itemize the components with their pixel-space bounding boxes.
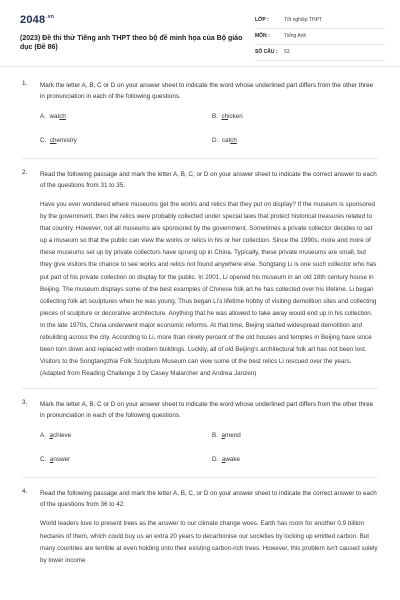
reading-passage: Have you ever wondered where museums get the works and relics that they put on display? If the museum is sponsored by the government, then the relics were probably collected under special laws that protect historical treasures related to that country. However, not all museums are sponsored by the government. Sometimes a private collector decides to set up a museum so that the public can view the works or relics in his or her collection. Since the 1990s, more and more of these museums set up by private collectors have sprung up in China. Typically, these private museums are small, but they give visitors the chance to see works and relics not found anywhere else. Songtang Li is one such collector who has put part of his private collection on display for the public. In 2001, Li opened his museum in an old 18th century house in Beijing. The museum displays some of the best examples of Chinese folk art he has collected over his lifetime. Li began collecting folk art sculptures when he was young. Thus began Li's lifetime hobby of visiting demolition sites and collecting pieces of sculpture or decorative architecture. Anything that he was allowed to take away would end up in his collection. In the late 1970s, China underwent major economic reforms. At that time, Beijing started widespread demolition and rebuilding across the city. According to Li, more than ninety percent of the old houses and temples in Beijing have since been torn down and replaced with modern buildings. Luckily, all of old Beijing's architectural folk art has not been lost. Visitors to the Songtangzhai Folk Sculpture Museum can view some of the best relics Li rescued over the years. (Adapted from Reading Challenge 3 by Casey Malarcher and Andrea Janzen) — [40, 201, 377, 378]
document-title: (2023) Đề thi thử Tiếng anh THPT theo bộ đề minh họa của Bộ giáo dục (Đề 86) — [20, 35, 243, 51]
underlined-part: ch — [230, 137, 237, 144]
option-letter: A. — [40, 113, 46, 120]
logo-suffix: .vn — [46, 14, 55, 20]
option-text: wat — [49, 113, 60, 120]
question-2 — [0, 169, 400, 380]
option-a[interactable] — [40, 113, 66, 120]
option-text: emistry — [56, 137, 77, 144]
option-a[interactable] — [40, 432, 71, 439]
option-letter: A. — [40, 432, 46, 440]
question-number: 3. — [22, 399, 28, 407]
option-text: nswer — [53, 456, 71, 464]
option-letter: B. — [212, 432, 218, 440]
answer-options — [40, 426, 378, 464]
question-stem: Mark the letter A, B, C or D on your answer sheet to indicate the word whose underlined part differs from the other three in pronunciation in each of the following questions. — [40, 401, 374, 420]
header-divider — [0, 66, 400, 67]
underlined-part: a — [221, 456, 226, 464]
underlined-part: a — [221, 432, 225, 440]
question-1 — [0, 80, 400, 144]
question-number: 4. — [22, 488, 28, 496]
option-c[interactable] — [40, 456, 70, 463]
question-divider — [22, 388, 378, 389]
option-text: cat — [221, 137, 231, 144]
underlined-part: ch — [59, 113, 66, 120]
question-number: 2. — [22, 169, 28, 176]
option-letter: D. — [212, 456, 219, 464]
meta-value: Tiếng Anh — [284, 33, 307, 39]
question-3 — [0, 399, 400, 464]
site-logo[interactable] — [20, 14, 54, 26]
option-b[interactable] — [212, 432, 241, 439]
meta-value: 53 — [284, 49, 290, 55]
option-letter: C. — [40, 456, 47, 464]
logo-text: 2048 — [20, 14, 46, 26]
option-text: wake — [225, 456, 241, 464]
meta-value: Tốt nghiệp THPT — [284, 17, 322, 23]
meta-row-subject — [255, 31, 385, 45]
underlined-part: a — [49, 432, 53, 440]
meta-row-class — [255, 15, 385, 29]
meta-key: MÔN : — [255, 33, 270, 39]
question-4 — [0, 488, 400, 566]
document-meta — [255, 15, 385, 63]
answer-options — [40, 107, 378, 144]
option-letter: D. — [212, 137, 219, 144]
option-letter: B. — [212, 113, 218, 120]
option-d[interactable] — [212, 137, 237, 144]
underlined-part: a — [49, 456, 54, 464]
option-letter: C. — [40, 137, 47, 144]
option-text: mend — [224, 432, 241, 440]
reading-passage: World leaders love to present trees as the answer to our climate change woes. Earth has room for another 0.9 billion hectares of them, which could buy us an extra 20 years to decarbonise our societies by locking up emitted carbon. But many countries are terrible at even holding onto their existing carbon-rich trees. However, this problem isn't caused solely by lower income — [40, 520, 378, 564]
meta-key: LỚP : — [255, 17, 269, 23]
option-text: chieve — [52, 432, 72, 440]
underlined-part: ch — [49, 137, 57, 144]
option-b[interactable] — [212, 113, 243, 120]
question-stem: Read the following passage and mark the letter A, B, C, or D on your answer sheet to indicate the correct answer to each of the questions from 31 to 35. — [40, 171, 377, 189]
question-divider — [22, 477, 378, 478]
question-stem: Read the following passage and mark the letter A, B, C, or D on your answer sheet to indicate the correct answer to each of the questions from 36 to 42. — [40, 490, 377, 509]
meta-row-count — [255, 47, 385, 61]
meta-key: SỐ CÂU : — [255, 49, 278, 55]
question-divider — [22, 158, 378, 159]
question-list — [0, 80, 400, 567]
option-c[interactable] — [40, 137, 77, 144]
question-stem: Mark the letter A, B, C or D on your answer sheet to indicate the word whose underlined part differs from the other three in pronunciation in each of the following questions. — [40, 82, 374, 100]
question-number: 1. — [22, 80, 28, 87]
option-text: icken — [228, 113, 243, 120]
option-d[interactable] — [212, 456, 240, 463]
document-header — [0, 0, 400, 64]
underlined-part: ch — [221, 113, 229, 120]
